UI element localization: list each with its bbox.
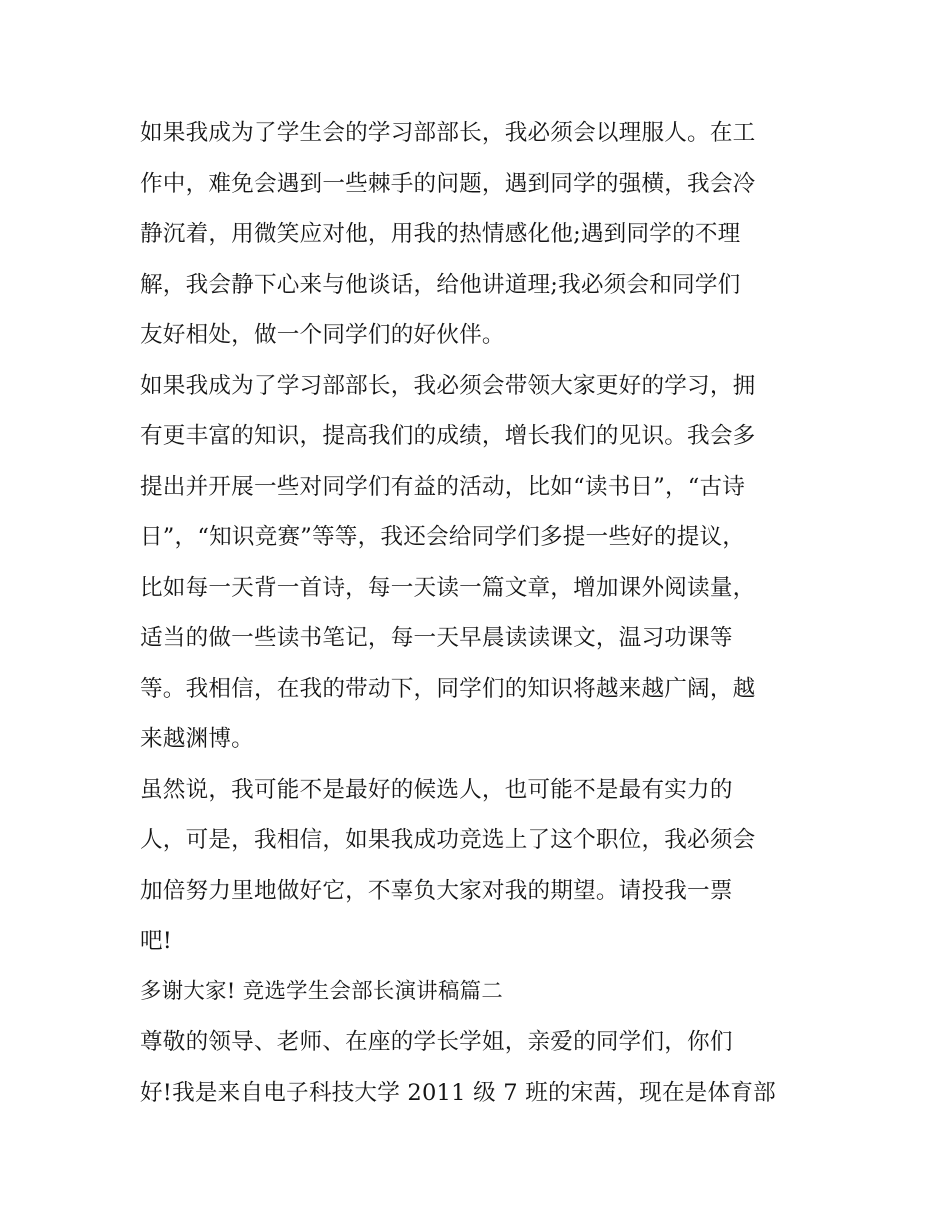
text-line: 静沉着，用微笑应对他，用我的热情感化他;遇到同学的不理 bbox=[140, 221, 741, 247]
text-line: 比如每一天背一首诗，每一天读一篇文章，增加课外阅读量， bbox=[140, 574, 756, 601]
text-line: 来越渊博。 bbox=[140, 726, 254, 752]
text-line: 日”，“知识竞赛”等等，我还会给同学们多提一些好的提议， bbox=[140, 524, 746, 550]
text-line: 人，可是，我相信，如果我成功竞选上了这个职位，我必须会 bbox=[140, 827, 756, 853]
text-line: 尊敬的领导、老师、在座的学长学姐，亲爱的同学们，你们 bbox=[140, 1029, 733, 1055]
text-line: 等。我相信，在我的带动下，同学们的知识将越来越广阔，越 bbox=[140, 675, 756, 702]
text-line: 作中，难免会遇到一些棘手的问题，遇到同学的强横，我会冷 bbox=[140, 170, 756, 197]
text-line: 解，我会静下心来与他谈话，给他讲道理;我必须会和同学们 bbox=[140, 271, 741, 298]
text-line: 好!我是来自电子科技大学 2011 级 7 班的宋茜，现在是体育部 bbox=[140, 1079, 776, 1106]
section-heading: 多谢大家! 竞选学生会部长演讲稿篇二 bbox=[140, 978, 504, 1004]
text-line: 提出并开展一些对同学们有益的活动，比如“读书日”，“古诗 bbox=[140, 473, 746, 500]
text-line: 有更丰富的知识，提高我们的成绩，增长我们的见识。我会多 bbox=[140, 423, 756, 449]
text-line: 加倍努力里地做好它，不辜负大家对我的期望。请投我一票 bbox=[140, 877, 733, 904]
text-line: 适当的做一些读书笔记，每一天早晨读读课文，温习功课等 bbox=[140, 625, 733, 651]
text-line: 吧! bbox=[140, 928, 173, 954]
text-line: 如果我成为了学生会的学习部部长，我必须会以理服人。在工 bbox=[140, 120, 756, 146]
text-line: 如果我成为了学习部部长，我必须会带领大家更好的学习，拥 bbox=[140, 372, 756, 399]
document-body bbox=[140, 108, 820, 1118]
text-line: 虽然说，我可能不是最好的候选人，也可能不是最有实力的 bbox=[140, 776, 733, 803]
text-line: 友好相处，做一个同学们的好伙伴。 bbox=[140, 322, 505, 348]
